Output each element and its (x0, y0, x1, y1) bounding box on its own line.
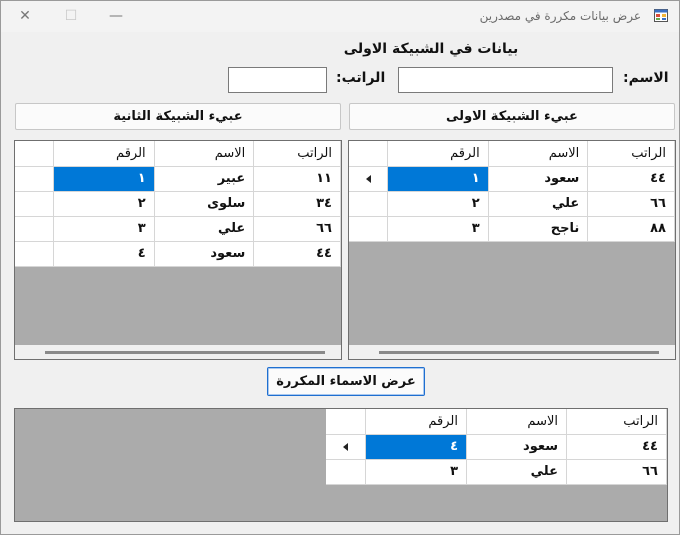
row-header[interactable] (326, 459, 366, 484)
cell-id[interactable]: ٢ (388, 191, 489, 216)
grid2-table (15, 141, 341, 267)
cell-id[interactable]: ٢ (54, 191, 155, 216)
show-duplicates-button[interactable]: عرض الاسماء المكررة (267, 367, 425, 396)
table-row[interactable] (326, 459, 667, 484)
row-header[interactable] (15, 241, 54, 266)
title-bar (1, 1, 679, 32)
cell-salary[interactable]: ٦٦ (254, 216, 341, 241)
row-header[interactable] (349, 216, 388, 241)
duplicates-table (326, 409, 668, 485)
grid1[interactable] (348, 140, 676, 360)
grid2-horizontal-scrollbar[interactable] (15, 345, 341, 359)
row-header[interactable] (349, 166, 388, 191)
cell-name[interactable]: سلوى (154, 191, 254, 216)
cell-salary[interactable]: ٣٤ (254, 191, 341, 216)
cell-name[interactable]: علي (154, 216, 254, 241)
form-heading: بيانات في الشبيكة الاولى (343, 41, 519, 57)
column-header-id[interactable]: الرقم (54, 141, 155, 166)
minimize-icon[interactable]: — (109, 8, 123, 24)
column-header-id[interactable]: الرقم (388, 141, 489, 166)
column-header-name[interactable]: الاسم (154, 141, 254, 166)
fill-grid2-button[interactable]: عبيء الشبيكة الثانية (15, 103, 341, 130)
column-header-salary[interactable]: الراتب (567, 409, 667, 434)
row-header-corner (326, 409, 366, 434)
cell-salary[interactable]: ٨٨ (588, 216, 675, 241)
grid1-header-row (349, 141, 675, 166)
row-header[interactable] (15, 191, 54, 216)
window-title: عرض بيانات مكررة في مصدرين (479, 9, 641, 23)
cell-salary[interactable]: ٦٦ (567, 459, 667, 484)
cell-id[interactable]: ٤ (366, 434, 467, 459)
row-header[interactable] (15, 166, 54, 191)
row-header-corner (15, 141, 54, 166)
row-header[interactable] (326, 434, 366, 459)
grid2[interactable] (14, 140, 342, 360)
cell-name[interactable]: عبير (154, 166, 254, 191)
table-row[interactable] (15, 191, 341, 216)
cell-id[interactable]: ٣ (388, 216, 489, 241)
current-row-icon (343, 443, 348, 451)
fill-grid1-button[interactable]: عبيء الشبيكة الاولى (349, 103, 675, 130)
cell-salary[interactable]: ٤٤ (588, 166, 675, 191)
column-header-salary[interactable]: الراتب (588, 141, 675, 166)
app-icon (654, 9, 668, 22)
cell-salary[interactable]: ٦٦ (588, 191, 675, 216)
table-row[interactable] (349, 191, 675, 216)
column-header-name[interactable]: الاسم (488, 141, 588, 166)
row-header[interactable] (349, 191, 388, 216)
column-header-name[interactable]: الاسم (467, 409, 567, 434)
column-header-salary[interactable]: الراتب (254, 141, 341, 166)
cell-name[interactable]: سعود (154, 241, 254, 266)
table-row[interactable] (349, 216, 675, 241)
cell-id[interactable]: ٣ (366, 459, 467, 484)
close-icon[interactable]: ✕ (19, 8, 31, 24)
cell-salary[interactable]: ٤٤ (567, 434, 667, 459)
grid1-table (349, 141, 675, 242)
duplicates-grid[interactable] (14, 408, 668, 522)
duplicates-header-row (326, 409, 667, 434)
cell-id[interactable]: ١ (54, 166, 155, 191)
table-row[interactable] (326, 434, 667, 459)
scroll-thumb[interactable] (45, 351, 325, 354)
table-row[interactable] (15, 216, 341, 241)
row-header[interactable] (15, 216, 54, 241)
salary-field[interactable] (228, 67, 327, 93)
cell-name[interactable]: سعود (488, 166, 588, 191)
maximize-icon[interactable]: ☐ (64, 8, 78, 24)
grid1-horizontal-scrollbar[interactable] (349, 345, 675, 359)
grid2-header-row (15, 141, 341, 166)
scroll-thumb[interactable] (379, 351, 659, 354)
cell-salary[interactable]: ١١ (254, 166, 341, 191)
name-field[interactable] (398, 67, 613, 93)
table-row[interactable] (15, 241, 341, 266)
name-label: الاسم: (623, 70, 669, 86)
table-row[interactable] (349, 166, 675, 191)
cell-name[interactable]: سعود (467, 434, 567, 459)
cell-salary[interactable]: ٤٤ (254, 241, 341, 266)
cell-name[interactable]: ناجح (488, 216, 588, 241)
row-header-corner (349, 141, 388, 166)
cell-id[interactable]: ٣ (54, 216, 155, 241)
column-header-id[interactable]: الرقم (366, 409, 467, 434)
cell-id[interactable]: ١ (388, 166, 489, 191)
table-row[interactable] (15, 166, 341, 191)
cell-name[interactable]: علي (467, 459, 567, 484)
salary-label: الراتب: (336, 70, 386, 86)
cell-id[interactable]: ٤ (54, 241, 155, 266)
current-row-icon (366, 175, 371, 183)
cell-name[interactable]: علي (488, 191, 588, 216)
